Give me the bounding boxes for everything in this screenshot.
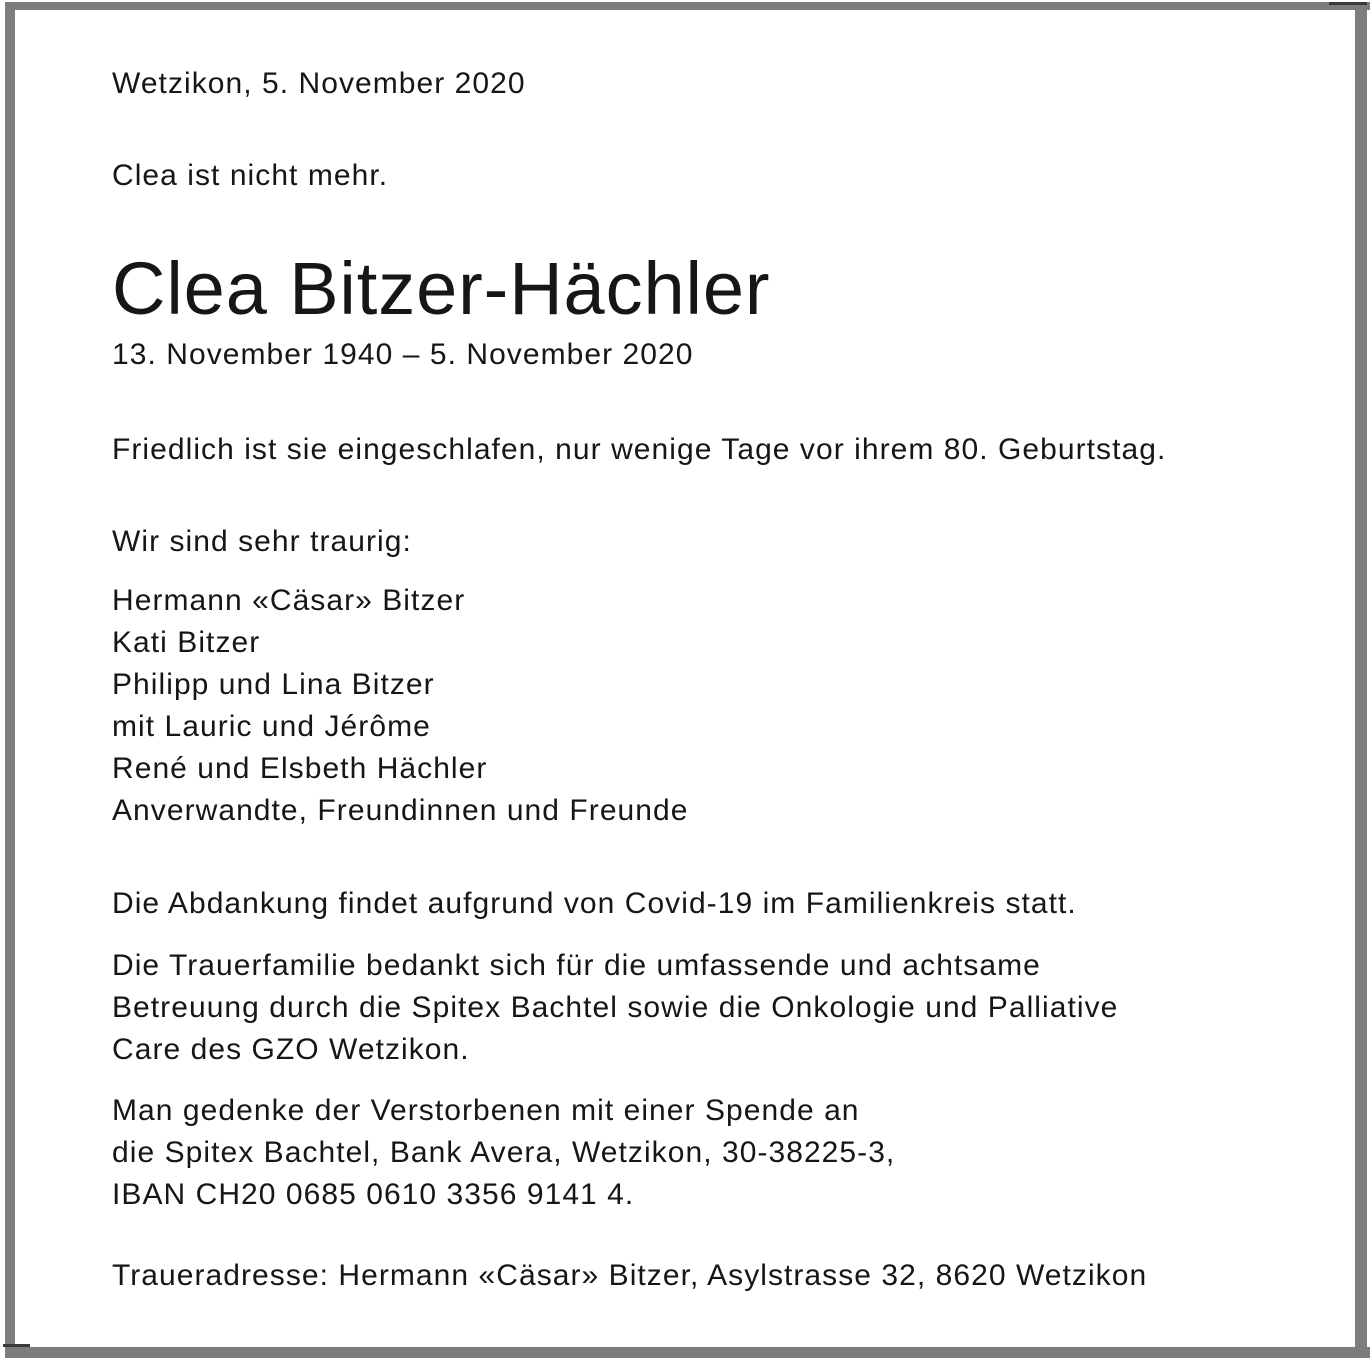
mourners-intro: Wir sind sehr traurig: [112, 525, 412, 558]
frame-bottom-bar [5, 1347, 1370, 1358]
mourner-line: Philipp und Lina Bitzer [112, 668, 435, 701]
mourner-line: mit Lauric und Jérôme [112, 710, 431, 743]
donation-notice [112, 1090, 1330, 1216]
mourners-list [112, 580, 1330, 832]
frame-corner-accent-bottom-left [3, 1344, 30, 1347]
life-dates: 13. November 1940 – 5. November 2020 [112, 338, 694, 371]
deceased-name: Clea Bitzer-Hächler [112, 247, 771, 330]
donation-line: die Spitex Bachtel, Bank Avera, Wetzikon, 30-38225-3, [112, 1136, 896, 1169]
farewell-message: Friedlich ist sie eingeschlafen, nur wenige Tage vor ihrem 80. Geburtstag. [112, 433, 1167, 466]
dateline: Wetzikon, 5. November 2020 [112, 67, 526, 100]
mourner-line: Kati Bitzer [112, 626, 261, 659]
service-notice: Die Abdankung findet aufgrund von Covid-19 im Familienkreis statt. [112, 887, 1077, 920]
mourner-line: Hermann «Cäsar» Bitzer [112, 584, 466, 617]
intro-line: Clea ist nicht mehr. [112, 159, 389, 192]
gratitude-notice: Die Trauerfamilie bedankt sich für die umfassende und achtsame Betreuung durch die Spitex Bachtel sowie die Onkologie und Palliative Care des GZO Wetzikon. [112, 949, 1119, 1066]
donation-line: Man gedenke der Verstorbenen mit einer Spende an [112, 1094, 860, 1127]
donation-line: IBAN CH20 0685 0610 3356 9141 4. [112, 1178, 635, 1211]
mourning-address: Traueradresse: Hermann «Cäsar» Bitzer, Asylstrasse 32, 8620 Wetzikon [112, 1259, 1148, 1292]
mourner-line: Anverwandte, Freundinnen und Freunde [112, 794, 689, 827]
mourner-line: René und Elsbeth Hächler [112, 752, 488, 785]
